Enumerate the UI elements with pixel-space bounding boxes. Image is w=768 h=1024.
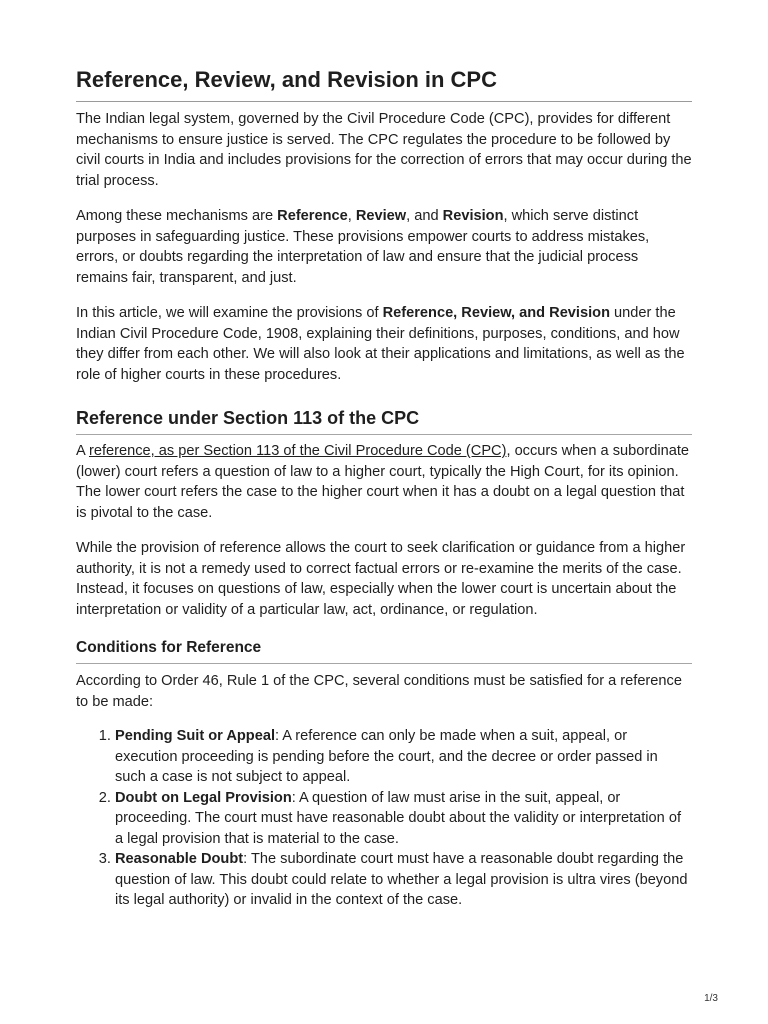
intro-paragraph-3: In this article, we will examine the provisions of Reference, Review, and Revision under the Indian Civil Procedure Code, 1908, explaining their definitions, purposes, conditions, and how they differ from each other. We will also look at their applications and limitations, as well as the role of higher courts in these procedures. bbox=[76, 305, 685, 383]
list-item: 3. Reasonable Doubt: The subordinate court must have a reasonable doubt regarding the question of law. This doubt could relate to whether a legal provision is ultra vires (beyond its legal authority) or invalid in the context of the case. bbox=[115, 849, 692, 911]
conditions-list bbox=[76, 726, 692, 911]
list-item: 2. Doubt on Legal Provision: A question of law must arise in the suit, appeal, or proceeding. The court must have reasonable doubt about the validity or interpretation of a legal provision that is material to the case. bbox=[115, 788, 692, 850]
section-paragraph-2: While the provision of reference allows the court to seek clarification or guidance from a higher authority, it is not a remedy used to correct factual errors or re-examine the merits of the case. Instead, it focuses on questions of law, especially when the lower court is uncertain about the interpretation or validity of a particular law, act, ordinance, or regulation. bbox=[76, 540, 686, 618]
conditions-intro: According to Order 46, Rule 1 of the CPC, several conditions must be satisfied for a reference to be made: bbox=[76, 673, 682, 710]
page-title: Reference, Review, and Revision in CPC bbox=[76, 0, 692, 102]
intro-paragraph-1: The Indian legal system, governed by the Civil Procedure Code (CPC), provides for different mechanisms to ensure justice is served. The CPC regulates the procedure to be followed by civil courts in India and includes provisions for the correction of errors that may occur during the trial process. bbox=[76, 111, 692, 189]
list-item: 1. Pending Suit or Appeal: A reference can only be made when a suit, appeal, or execution proceeding is pending before the court, and the decree or order passed in such a case is not subject to appeal. bbox=[115, 726, 692, 788]
section-heading-reference: Reference under Section 113 of the CPC bbox=[76, 407, 692, 435]
document-page bbox=[76, 0, 692, 911]
section-paragraph-1: A reference, as per Section 113 of the Civil Procedure Code (CPC), occurs when a subordinate (lower) court refers a question of law to a higher court, typically the High Court, for its opinion. The lower court refers the case to the higher court when it has a doubt on a legal question that is pivotal to the case. bbox=[76, 443, 689, 521]
section-113-link[interactable]: reference, as per Section 113 of the Civil Procedure Code (CPC), bbox=[88, 443, 511, 459]
conditions-heading: Conditions for Reference bbox=[76, 638, 692, 664]
page-number: 1/3 bbox=[704, 993, 718, 1004]
intro-paragraph-2: Among these mechanisms are Reference, Review, and Revision, which serve distinct purposes in safeguarding justice. These provisions empower courts to address mistakes, errors, or doubts regarding the interpretation of law and ensure that the judicial process remains fair, transparent, and just. bbox=[76, 208, 650, 286]
